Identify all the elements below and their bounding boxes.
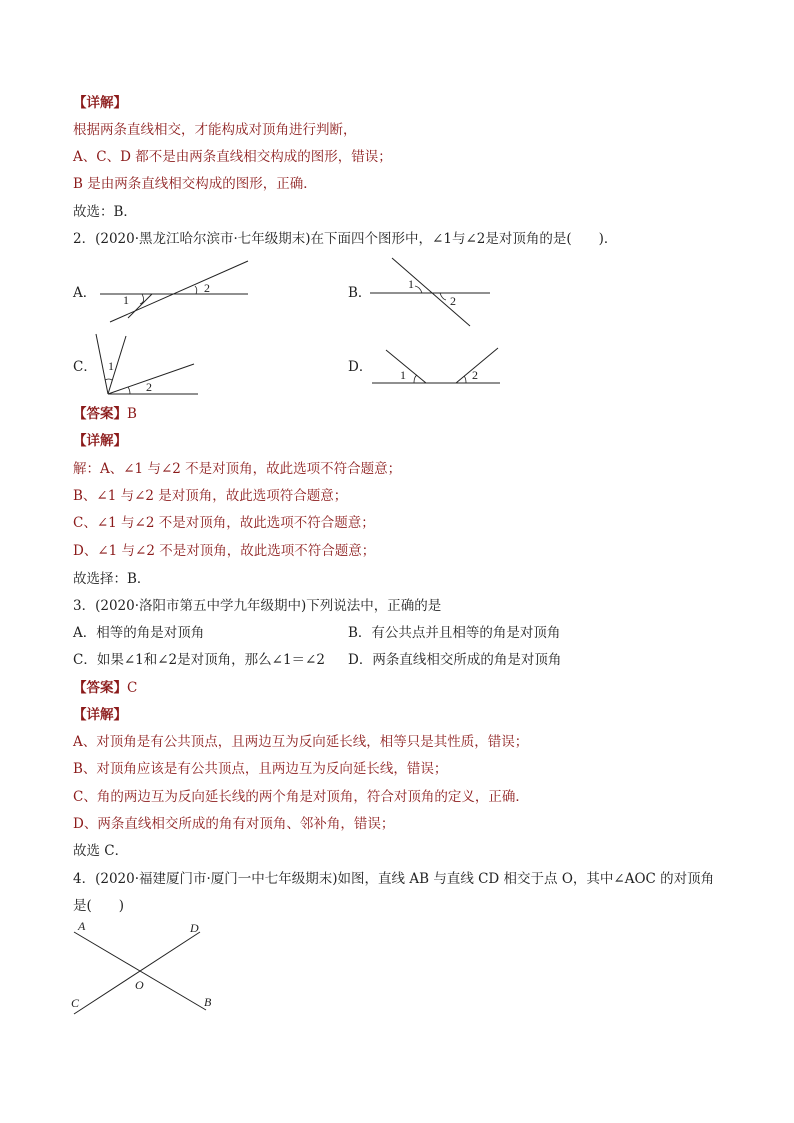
detail-line: A、C、D 都不是由两条直线相交构成的图形，错误； (73, 149, 392, 165)
q2-figure-d (372, 344, 504, 386)
angle-1-label: 1 (123, 293, 129, 307)
detail-label: 【详解】 (73, 707, 127, 723)
q3-option-c: C．如果∠1和∠2是对顶角，那么∠1＝∠2 (73, 652, 325, 668)
angle-1-label: 1 (408, 277, 414, 291)
question-4-stem: 4．(2020·福建厦门市·厦门一中七年级期末)如图，直线 AB 与直线 CD 相交于点 O，其中∠AOC 的对顶角 (73, 871, 715, 887)
detail-line: B 是由两条直线相交构成的图形，正确． (73, 176, 317, 192)
detail-line: D、∠1 与∠2 不是对顶角，故此选项不符合题意； (73, 543, 376, 559)
angle-1-label: 1 (108, 359, 114, 373)
detail-label: 【详解】 (73, 95, 127, 111)
q2-option-d-label: D． (348, 359, 373, 375)
conclusion-line: 故选：B． (73, 204, 137, 220)
angle-2-label: 2 (146, 380, 152, 394)
q2-figure-b (370, 256, 495, 328)
point-c-label: C (71, 996, 80, 1010)
point-b-label: B (204, 995, 212, 1009)
question-2-stem: 2．(2020·黑龙江哈尔滨市·七年级期末)在下面四个图形中，∠1与∠2是对顶角的是( )． (73, 231, 618, 247)
q3-option-d: D．两条直线相交所成的角是对顶角 (348, 652, 562, 668)
q3-answer (73, 679, 137, 697)
q3-option-b: B．有公共点并且相等的角是对顶角 (348, 625, 561, 641)
detail-line: C、角的两边互为反向延长线的两个角是对顶角，符合对顶角的定义，正确． (73, 789, 529, 805)
detail-line: 根据两条直线相交，才能构成对顶角进行判断， (73, 122, 357, 138)
angle-2-label: 2 (204, 281, 210, 295)
answer-label: 【答案】 (73, 406, 127, 422)
detail-line: A、对顶角是有公共顶点，且两边互为反向延长线，相等只是其性质，错误； (73, 734, 529, 750)
q2-option-a-label: A． (73, 285, 97, 301)
detail-label: 【详解】 (73, 433, 127, 449)
q2-figure-c (92, 332, 202, 398)
q4-figure (66, 918, 226, 1018)
answer-value: C (127, 680, 138, 696)
detail-line: B、对顶角应该是有公共顶点，且两边互为反向延长线，错误； (73, 761, 448, 777)
q3-option-a: A．相等的角是对顶角 (73, 625, 205, 641)
point-a-label: A (78, 919, 86, 933)
detail-line: D、两条直线相交所成的角有对顶角、邻补角，错误； (73, 816, 395, 832)
answer-value: B (127, 406, 137, 422)
q2-option-c-label: C． (73, 359, 97, 375)
conclusion-line: 故选择：B． (73, 571, 151, 587)
detail-line: 解：A、∠1 与∠2 不是对顶角，故此选项不符合题意； (73, 461, 402, 477)
point-d-label: D (190, 921, 199, 935)
angle-2-label: 2 (472, 368, 478, 382)
detail-line: C、∠1 与∠2 不是对顶角，故此选项不符合题意； (73, 515, 375, 531)
point-o-label: O (135, 978, 144, 992)
angle-1-label: 1 (400, 368, 406, 382)
detail-line: B、∠1 与∠2 是对顶角，故此选项符合题意； (73, 488, 348, 504)
angle-2-label: 2 (450, 294, 456, 308)
question-4-stem-cont: 是( ) (73, 898, 125, 914)
q2-answer (73, 405, 137, 423)
q2-option-b-label: B． (348, 285, 372, 301)
question-3-stem: 3．(2020·洛阳市第五中学九年级期中)下列说法中，正确的是 (73, 598, 442, 614)
conclusion-line: 故选 C． (73, 843, 129, 859)
answer-label: 【答案】 (73, 680, 127, 696)
q2-figure-a (100, 258, 255, 328)
